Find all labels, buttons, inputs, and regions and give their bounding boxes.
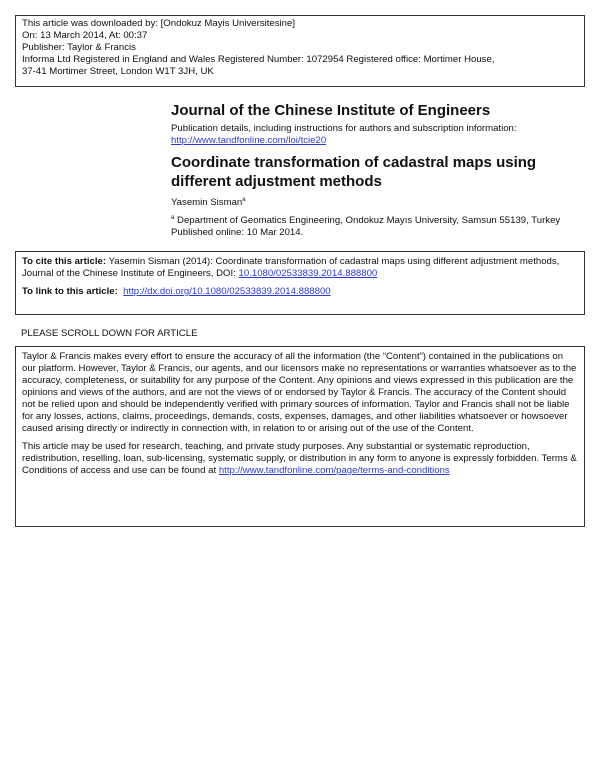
journal-title: Journal of the Chinese Institute of Engineers — [171, 102, 491, 119]
affiliation: Department of Geomatics Engineering, Ondokuz Mayıs University, Samsun 55139, Turkey — [177, 215, 561, 227]
publication-details — [171, 123, 581, 147]
author-block — [171, 194, 591, 239]
article-title: Coordinate transformation of cadastral maps using different adjustment methods — [171, 154, 537, 190]
article-link[interactable]: http://dx.doi.org/10.1080/02533839.2014.888800 — [123, 286, 331, 297]
doi-link[interactable]: 10.1080/02533839.2014.888800 — [238, 268, 378, 279]
terms-link[interactable]: http://www.tandfonline.com/page/terms-and-conditions — [218, 465, 450, 476]
download-info-line: Informa Ltd Registered in England and Wales Registered Number: 1072954 Registered office: Mortimer House, — [22, 54, 495, 65]
published-date: Published online: 10 Mar 2014. — [171, 227, 304, 239]
download-info-line: Publisher: Taylor & Francis — [22, 42, 136, 53]
cite-text: Yasemin Sisman (2014): Coordinate transformation of cadastral maps using different adjustment methods, Journal of the Chinese Institute of Engineers, DOI: — [22, 256, 560, 279]
disclaimer-paragraph: Taylor & Francis makes every effort to ensure the accuracy of all the information (the “Content”) contained in the publications on our platform. However, Taylor & Francis, our agents, and our licensors make no representations or warranties whatsoever as to the accuracy, completeness, or suitability for any purpose of the Content. Any opinions and views expressed in this publication are the opinions and views of the authors, and are not the views of or endorsed by Taylor & Francis. The accuracy of the Content should not be relied upon and should be independently verified with primary sources of information. Taylor and Francis shall not be liable for any losses, actions, claims, proceedings, demands, costs, expenses, damages, and other liabilities whatsoever or howsoever caused arising directly or indirectly in connection with, in relation to or arising out of the use of the Content. — [22, 351, 577, 434]
author-name: Yasemin Sisman — [171, 197, 243, 209]
author-sup: a — [242, 197, 246, 203]
terms-box — [15, 346, 585, 527]
usage-paragraph: This article may be used for research, teaching, and private study purposes. Any substantial or systematic reproduction, redistribution, reselling, loan, sub-licensing, systematic supply, or distribution in any form to anyone is expressly forbidden. Terms & Conditions of access and use can be found at — [22, 441, 577, 476]
download-info-box — [15, 15, 585, 87]
affiliation-sup: a — [171, 215, 175, 222]
download-info-line: This article was downloaded by: [Ondokuz Mayis Universitesine] — [22, 18, 296, 29]
citation-box — [15, 251, 585, 315]
download-info-line: On: 13 March 2014, At: 00:37 — [22, 30, 148, 41]
publication-details-text: Publication details, including instructions for authors and subscription information: — [171, 123, 517, 134]
link-label: To link to this article: — [22, 286, 118, 297]
cite-label: To cite this article: — [22, 256, 107, 267]
journal-link[interactable]: http://www.tandfonline.com/loi/tcie20 — [171, 135, 327, 146]
download-info-line: 37-41 Mortimer Street, London W1T 3JH, UK — [22, 66, 214, 77]
scroll-notice: PLEASE SCROLL DOWN FOR ARTICLE — [21, 328, 198, 339]
